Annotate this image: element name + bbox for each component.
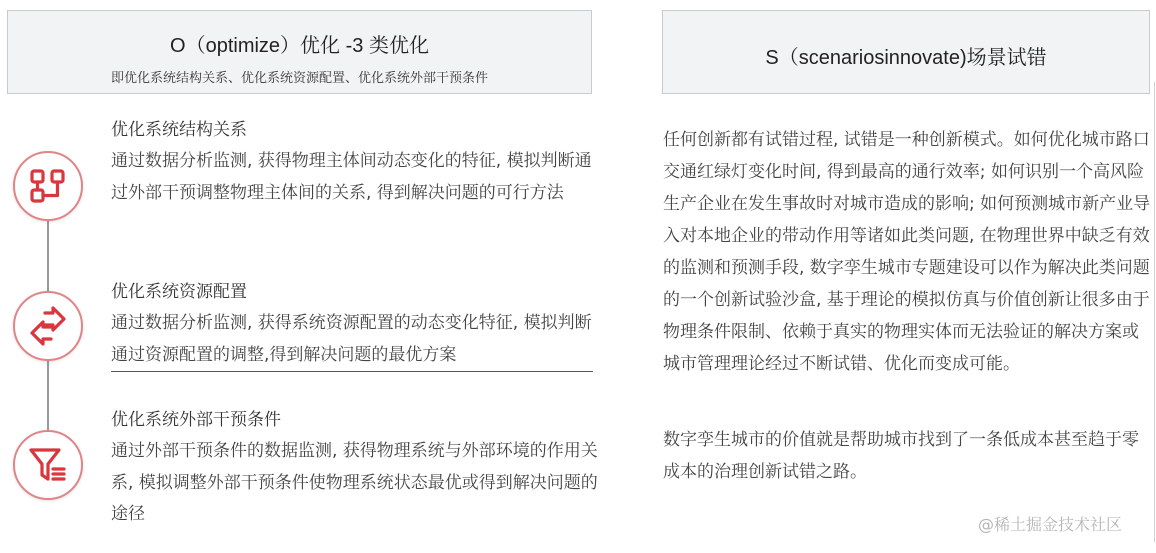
scenario-paragraph: 任何创新都有试错过程, 试错是一种创新模式。如何优化城市路口交通红绿灯变化时间, 得到最高的通行效率; 如何识别一个高风险生产企业在发生事故时对城市造成的影响; 如何预测城市新产业导入对本地企业的带动作用等诸如此类问题, 在物理世界中缺乏有效的监测和预测手段, 数字孪生城市专题建设可以作为解决此类问题的一个创新试验沙盒, 基于理论的模拟仿真与价值创新让很多由于物理条件限制、依赖于真实的物理实体而无法验证的解决方案或城市管理理论经过不断试错、优化而变成可能。 [663, 130, 1151, 374]
item-body: 通过外部干预条件的数据监测, 获得物理系统与外部环境的作用关系, 模拟调整外部干预条件使物理系统状态最优或得到解决问题的途径 [111, 441, 598, 524]
filter-list-icon [13, 430, 83, 500]
item-external-intervention [111, 407, 601, 531]
item-title: 优化系统资源配置 [111, 282, 247, 302]
watermark: @稀土掘金技术社区 [978, 515, 1123, 534]
value-paragraph: 数字孪生城市的价值就是帮助城市找到了一条低成本甚至趋于零成本的治理创新试错之路。 [663, 430, 1139, 482]
left-header [7, 10, 592, 94]
item-title: 优化系统结构关系 [111, 120, 247, 140]
item-body: 通过数据分析监测, 获得系统资源配置的动态变化特征, 模拟判断通过资源配置的调整,得到解决问题的最优方案 [111, 308, 593, 372]
item-title: 优化系统外部干预条件 [111, 410, 281, 430]
item-structure-relations [111, 117, 601, 209]
right-border [1154, 82, 1155, 542]
exchange-arrows-icon [13, 291, 83, 361]
right-header [662, 10, 1150, 94]
left-header-subtitle: 即优化系统结构关系、优化系统资源配置、优化系统外部干预条件 [110, 71, 488, 86]
item-body: 通过数据分析监测, 获得物理主体间动态变化的特征, 模拟判断通过外部干预调整物理主体间的关系, 得到解决问题的可行方法 [111, 151, 592, 203]
right-header-title: S（scenariosinnovate)场景试错 [765, 47, 1047, 69]
item-resource-allocation [111, 279, 601, 372]
flowchart-icon [13, 151, 83, 221]
left-header-title: O（optimize）优化 -3 类优化 [170, 35, 429, 57]
